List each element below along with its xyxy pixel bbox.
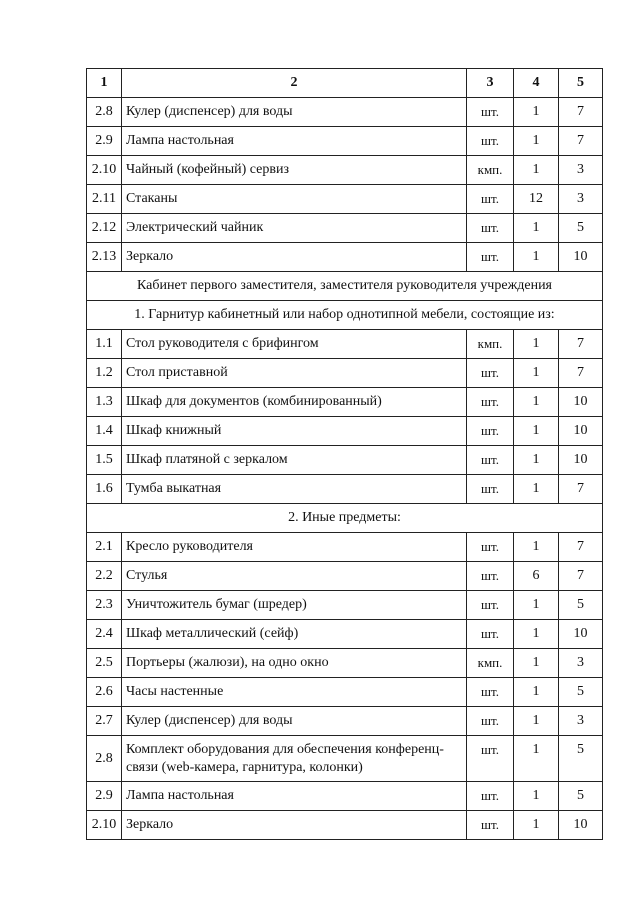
row-number-cell: 2.12 [87,214,122,243]
unit-cell: кмп. [467,330,514,359]
row-number-cell: 2.11 [87,185,122,214]
quantity-cell: 1 [514,736,559,782]
section-row [87,301,603,330]
service-term-cell: 5 [559,678,603,707]
service-term-cell: 7 [559,562,603,591]
service-term-cell: 3 [559,707,603,736]
service-term-cell: 5 [559,736,603,782]
service-term-cell: 3 [559,649,603,678]
table-row [87,562,603,591]
service-term-cell: 7 [559,359,603,388]
item-name-cell: Шкаф металлический (сейф) [122,620,467,649]
item-name-cell: Портьеры (жалюзи), на одно окно [122,649,467,678]
unit-cell: шт. [467,591,514,620]
service-term-cell: 7 [559,127,603,156]
table-row [87,214,603,243]
row-number-cell: 1.1 [87,330,122,359]
unit-cell: шт. [467,736,514,782]
quantity-cell: 1 [514,330,559,359]
table-row [87,388,603,417]
table-row [87,417,603,446]
unit-cell: шт. [467,475,514,504]
quantity-cell: 1 [514,591,559,620]
row-number-cell: 2.5 [87,649,122,678]
section-row [87,272,603,301]
unit-cell: шт. [467,446,514,475]
service-term-cell: 7 [559,475,603,504]
row-number-cell: 2.8 [87,736,122,782]
item-name-cell: Кресло руководителя [122,533,467,562]
item-name-cell: Кулер (диспенсер) для воды [122,98,467,127]
quantity-cell: 12 [514,185,559,214]
unit-cell: шт. [467,620,514,649]
service-term-cell: 7 [559,330,603,359]
row-number-cell: 1.4 [87,417,122,446]
item-name-cell: Лампа настольная [122,782,467,811]
service-term-cell: 10 [559,620,603,649]
item-name-cell: Шкаф книжный [122,417,467,446]
item-name-cell: Шкаф для документов (комбинированный) [122,388,467,417]
quantity-cell: 1 [514,446,559,475]
unit-cell: шт. [467,359,514,388]
table-row [87,707,603,736]
unit-cell: шт. [467,417,514,446]
row-number-cell: 1.3 [87,388,122,417]
quantity-cell: 1 [514,156,559,185]
service-term-cell: 10 [559,811,603,840]
section-row [87,504,603,533]
row-number-cell: 2.8 [87,98,122,127]
row-number-cell: 2.4 [87,620,122,649]
table-row [87,98,603,127]
table-row [87,591,603,620]
unit-cell: кмп. [467,649,514,678]
header-cell-unit: 3 [467,69,514,98]
item-name-cell: Стаканы [122,185,467,214]
quantity-cell: 6 [514,562,559,591]
unit-cell: шт. [467,243,514,272]
quantity-cell: 1 [514,678,559,707]
row-number-cell: 2.9 [87,782,122,811]
unit-cell: кмп. [467,156,514,185]
unit-cell: шт. [467,678,514,707]
quantity-cell: 1 [514,127,559,156]
quantity-cell: 1 [514,782,559,811]
equipment-table [86,68,603,840]
quantity-cell: 1 [514,243,559,272]
item-name-cell: Чайный (кофейный) сервиз [122,156,467,185]
unit-cell: шт. [467,707,514,736]
service-term-cell: 5 [559,591,603,620]
row-number-cell: 2.1 [87,533,122,562]
row-number-cell: 1.5 [87,446,122,475]
item-name-cell: Стол руководителя с брифингом [122,330,467,359]
quantity-cell: 1 [514,533,559,562]
service-term-cell: 7 [559,98,603,127]
row-number-cell: 2.9 [87,127,122,156]
table-row [87,359,603,388]
item-name-cell: Тумба выкатная [122,475,467,504]
quantity-cell: 1 [514,475,559,504]
row-number-cell: 2.2 [87,562,122,591]
table-row [87,156,603,185]
quantity-cell: 1 [514,98,559,127]
unit-cell: шт. [467,811,514,840]
quantity-cell: 1 [514,214,559,243]
item-name-cell: Лампа настольная [122,127,467,156]
row-number-cell: 2.10 [87,156,122,185]
service-term-cell: 5 [559,782,603,811]
row-number-cell: 2.6 [87,678,122,707]
service-term-cell: 10 [559,417,603,446]
row-number-cell: 2.10 [87,811,122,840]
header-row [87,69,603,98]
table-row [87,736,603,782]
table-row [87,678,603,707]
item-name-cell: Стулья [122,562,467,591]
table-body [87,69,603,840]
item-name-cell: Электрический чайник [122,214,467,243]
table-row [87,811,603,840]
quantity-cell: 1 [514,620,559,649]
table-row [87,330,603,359]
quantity-cell: 1 [514,811,559,840]
unit-cell: шт. [467,214,514,243]
item-name-cell: Кулер (диспенсер) для воды [122,707,467,736]
service-term-cell: 10 [559,388,603,417]
quantity-cell: 1 [514,417,559,446]
item-name-cell: Зеркало [122,811,467,840]
unit-cell: шт. [467,562,514,591]
unit-cell: шт. [467,98,514,127]
section-title: Кабинет первого заместителя, заместителя руководителя учреждения [87,272,603,301]
quantity-cell: 1 [514,649,559,678]
unit-cell: шт. [467,782,514,811]
header-cell-term: 5 [559,69,603,98]
row-number-cell: 2.3 [87,591,122,620]
table-row [87,782,603,811]
table-row [87,185,603,214]
table-row [87,620,603,649]
quantity-cell: 1 [514,359,559,388]
item-name-cell: Уничтожитель бумаг (шредер) [122,591,467,620]
unit-cell: шт. [467,127,514,156]
quantity-cell: 1 [514,388,559,417]
table-row [87,127,603,156]
row-number-cell: 2.13 [87,243,122,272]
unit-cell: шт. [467,533,514,562]
quantity-cell: 1 [514,707,559,736]
table-row [87,446,603,475]
row-number-cell: 1.2 [87,359,122,388]
service-term-cell: 3 [559,185,603,214]
table-row [87,533,603,562]
header-cell-name: 2 [122,69,467,98]
item-name-cell: Стол приставной [122,359,467,388]
service-term-cell: 10 [559,243,603,272]
row-number-cell: 1.6 [87,475,122,504]
header-cell-qty: 4 [514,69,559,98]
service-term-cell: 3 [559,156,603,185]
section-title: 2. Иные предметы: [87,504,603,533]
item-name-cell: Комплект оборудования для обеспечения конференц-связи (web-камера, гарнитура, колонки) [122,736,467,782]
service-term-cell: 5 [559,214,603,243]
table-row [87,649,603,678]
service-term-cell: 7 [559,533,603,562]
section-title: 1. Гарнитур кабинетный или набор однотипной мебели, состоящие из: [87,301,603,330]
table-row [87,475,603,504]
unit-cell: шт. [467,388,514,417]
service-term-cell: 10 [559,446,603,475]
table-row [87,243,603,272]
row-number-cell: 2.7 [87,707,122,736]
header-cell-num: 1 [87,69,122,98]
item-name-cell: Зеркало [122,243,467,272]
item-name-cell: Шкаф платяной с зеркалом [122,446,467,475]
item-name-cell: Часы настенные [122,678,467,707]
unit-cell: шт. [467,185,514,214]
